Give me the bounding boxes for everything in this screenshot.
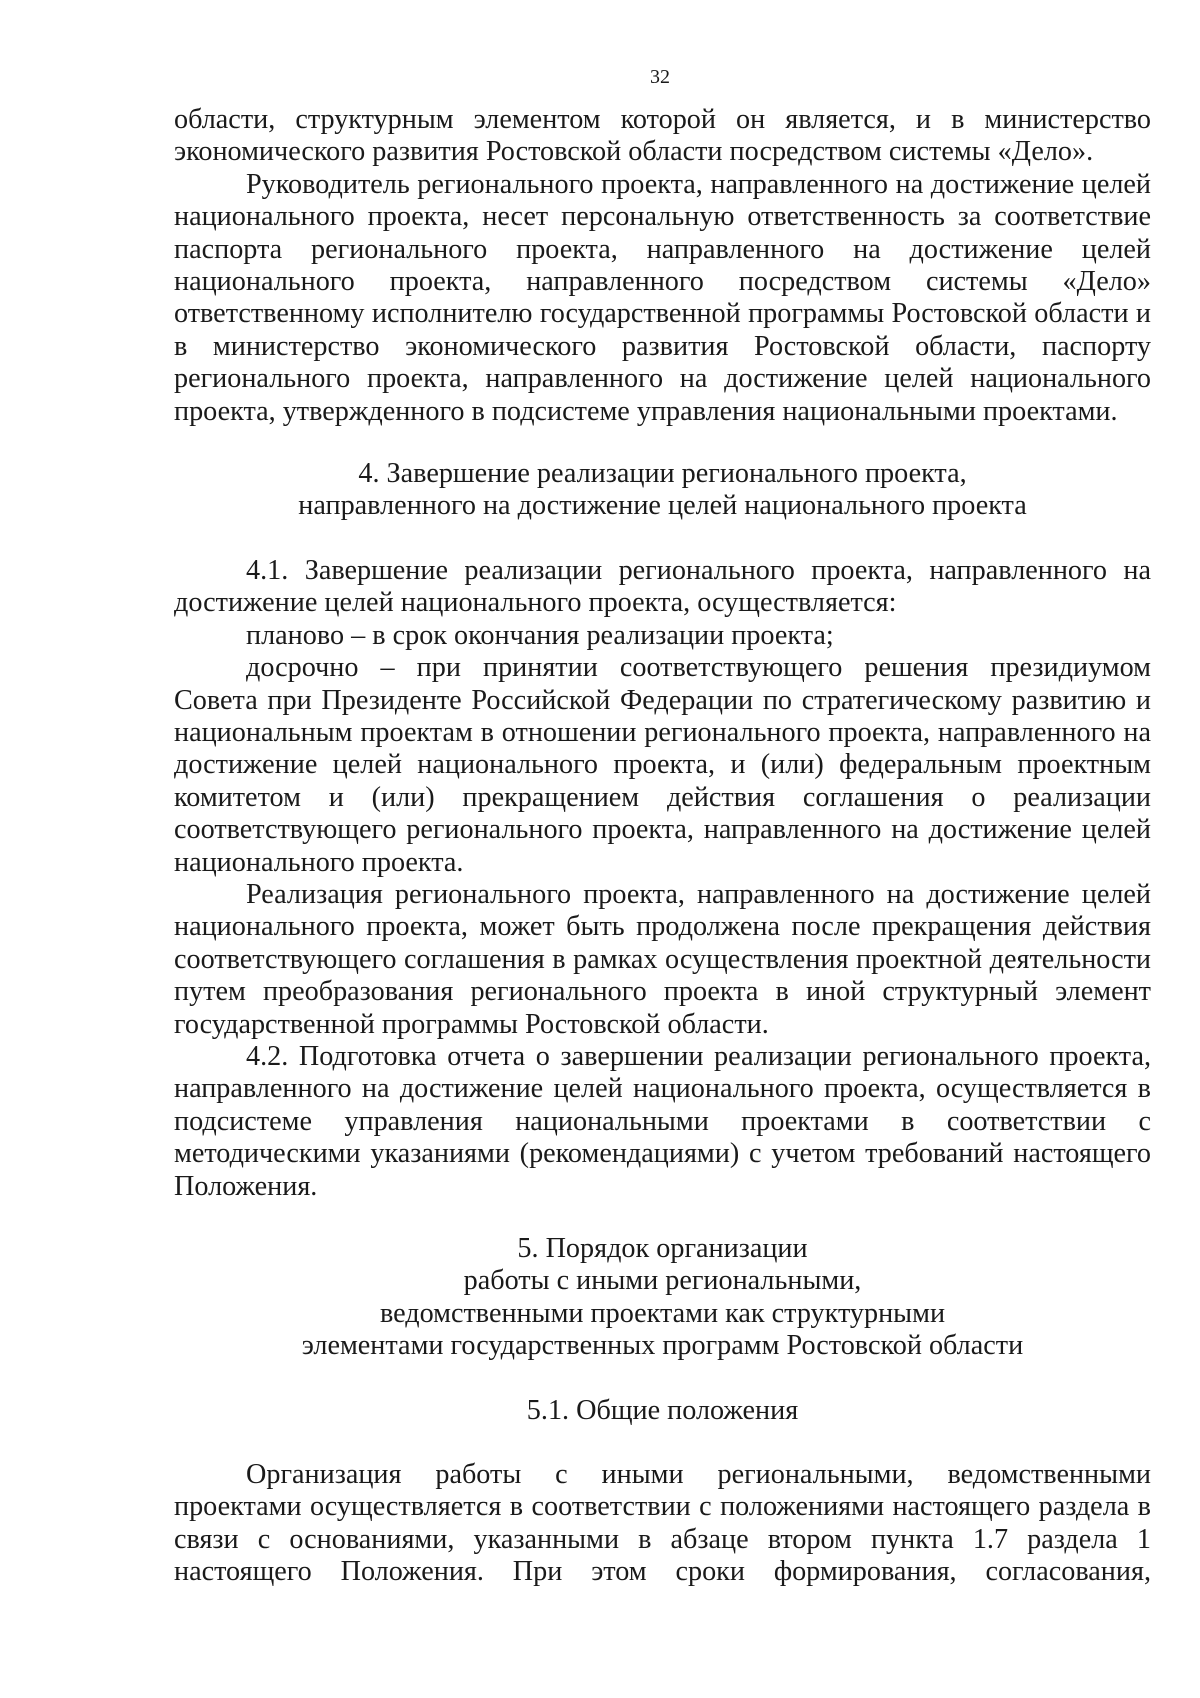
paragraph-continuation-of-implementation: Реализация регионального проекта, направленного на достижение целей национального проекта, может быть продолжена после прекращения действия соответствующего соглашения в рамках осуществления проектной деятельности путем преобразования регионального проекта в иной структурный элемент государственной программы Ростовской области. — [174, 878, 1151, 1040]
section-4-heading-line-2: направленного на достижение целей национального проекта — [298, 490, 1027, 522]
section-5-heading-line-3: ведомственными проектами как структурными — [379, 1297, 946, 1329]
paragraph-4-1: 4.1. Завершение реализации регионального проекта, направленного на достижение целей национального проекта, осуществляется: — [174, 554, 1151, 619]
section-5-heading-line-1: 5. Порядок организации — [517, 1233, 808, 1264]
section-5-heading-line-4: элементами государственных программ Ростовской области — [301, 1330, 1024, 1362]
paragraph-project-head-responsibility: Руководитель регионального проекта, направленного на достижение целей национального проекта, несет персональную ответственность за соответствие паспорта регионального проекта, направленного на достижение целей национального проекта, направленного посредством системы «Дело» ответственному исполнителю государственной программы Ростовской области и в министерство экономического развития Ростовской области, паспорту регионального проекта, направленного на достижение целей национального проекта, утвержденного в подсистеме управления национальными проектами. — [174, 168, 1151, 427]
paragraph-continuation: области, структурным элементом которой он является, и в министерство экономического развития Ростовской области посредством системы «Дело». — [174, 104, 1151, 168]
subsection-5-1-heading: 5.1. Общие положения — [526, 1394, 799, 1426]
paragraph-planned-completion: планово – в срок окончания реализации проекта; — [246, 619, 834, 651]
paragraph-5-1-organization: Организация работы с иными региональными, ведомственными проектами осуществляется в соответствии с положениями настоящего раздела в связи с основаниями, указанными в абзаце втором пункта 1.7 раздела 1 настоящего Положения. При этом сроки формирования, согласования, — [174, 1459, 1151, 1588]
paragraph-4-2: 4.2. Подготовка отчета о завершении реализации регионального проекта, направленного на достижение целей национального проекта, осуществляется в подсистеме управления национальными проектами в соответствии с методическими указаниями (рекомендациями) с учетом требований настоящего Положения. — [174, 1040, 1151, 1202]
document-body — [174, 104, 1151, 1589]
section-5-heading-line-2: работы с иными региональными, — [463, 1265, 862, 1297]
section-4-heading-line-1: 4. Завершение реализации регионального проекта, — [358, 458, 967, 490]
page-number: 32 — [650, 66, 670, 88]
paragraph-early-completion: досрочно – при принятии соответствующего решения президиумом Совета при Президенте Российской Федерации по стратегическому развитию и национальным проектам в отношении регионального проекта, направленного на достижение целей национального проекта, и (или) федеральным проектным комитетом и (или) прекращением действия соглашения о реализации соответствующего регионального проекта, направленного на достижение целей национального проекта. — [174, 652, 1151, 878]
